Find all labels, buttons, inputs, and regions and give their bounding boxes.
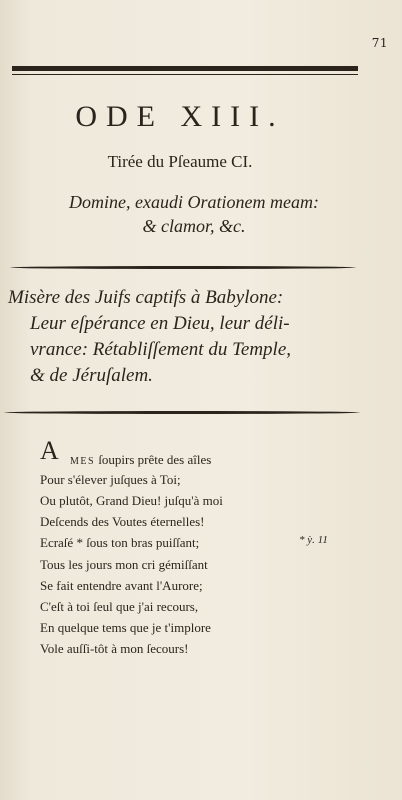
argument-line3: vrance: Rétabliſſement du Temple, (30, 339, 292, 360)
section-rule-2 (4, 411, 360, 414)
argument-line2: Leur eſpérance en Dieu, leur déli- (30, 313, 290, 334)
verse-line-9: En quelque tems que je t'implore (40, 620, 211, 635)
argument-line1: Misère des Juifs captifs à Babylone: (8, 287, 284, 308)
verse-line-6: Tous les jours mon cri gémiſſant (40, 557, 208, 572)
verse-line-1-text: ſoupirs prête des aîles (98, 452, 212, 467)
latin-epigraph-line1: Domine, exaudi Orationem meam: (69, 192, 319, 212)
verse-line-8: C'eſt à toi ſeul que j'ai recours, (40, 599, 199, 614)
verse-line-1 (70, 452, 211, 468)
verse-line-5: Ecraſé * ſous ton bras puiſſant; (40, 535, 200, 550)
verse-line-1-smallcaps: MES (70, 456, 96, 467)
latin-epigraph-line2: & clamor, &c. (142, 216, 246, 236)
top-thin-rule (12, 74, 358, 75)
verse-line-10: Vole auſſi-tôt à mon ſecours! (40, 641, 189, 656)
section-rule-1 (10, 266, 356, 269)
ode-subtitle: Tirée du Pſeaume CI. (107, 152, 253, 171)
argument-line4: & de Jéruſalem. (30, 365, 153, 386)
top-thick-rule (12, 66, 358, 71)
verse-line-3: Ou plutôt, Grand Dieu! juſqu'à moi (40, 493, 223, 508)
verse-line-2: Pour s'élever juſques à Toi; (40, 472, 181, 487)
verse-line-4: Deſcends des Voutes éternelles! (40, 514, 205, 529)
page-number: 71 (371, 36, 388, 50)
verse-margin-note: * ỳ. 11 (299, 534, 328, 546)
drop-cap: A (40, 436, 59, 465)
verse-line-7: Se fait entendre avant l'Aurore; (40, 578, 203, 593)
ode-title: ODE XIII. (75, 100, 285, 133)
